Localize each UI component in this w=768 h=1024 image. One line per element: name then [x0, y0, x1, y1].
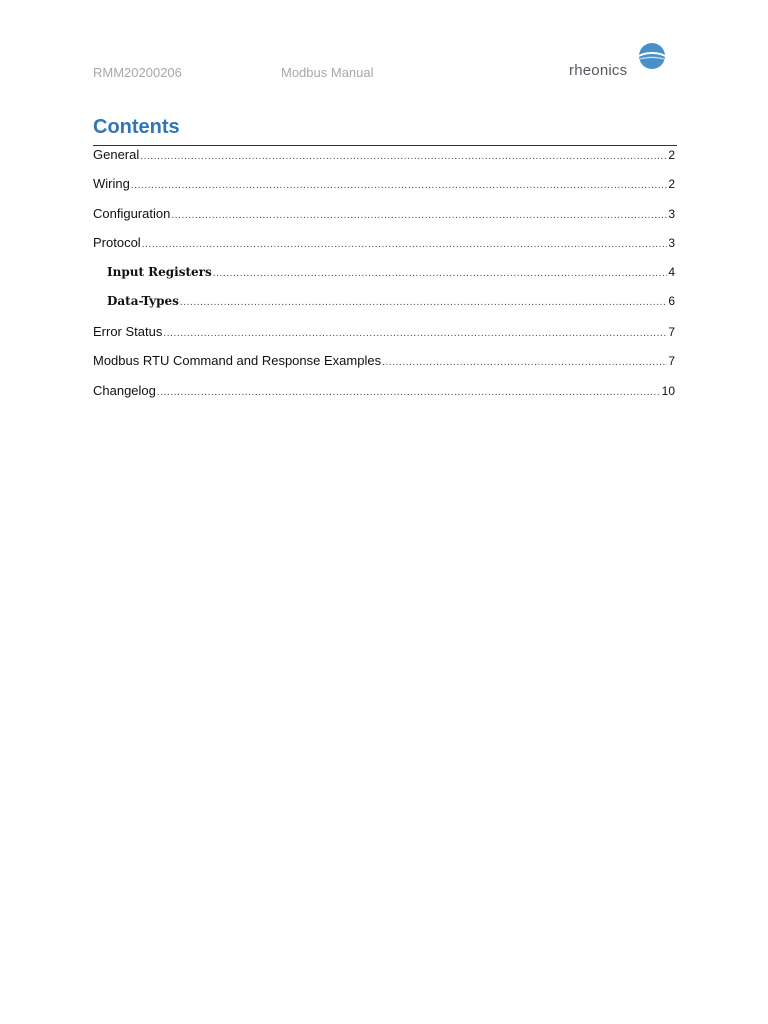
toc-entry-label: Data-Types [107, 294, 179, 308]
toc-leader [142, 234, 668, 254]
toc-entry-page: 10 [661, 384, 675, 398]
toc-entry-label: General [93, 147, 140, 162]
toc-leader [140, 146, 667, 166]
toc-leader [171, 205, 667, 225]
toc-entry-page: 4 [668, 265, 675, 279]
toc-entry-label: Protocol [93, 235, 141, 250]
toc-entry-data-types[interactable] [107, 292, 675, 310]
toc-entry-page: 6 [668, 294, 675, 308]
document-id: RMM20200206 [93, 65, 182, 80]
toc-entry-changelog[interactable] [93, 382, 675, 400]
toc-entry-protocol[interactable] [93, 234, 675, 252]
logo-text: rheonics [569, 62, 628, 79]
toc-entry-input-registers[interactable] [107, 263, 675, 281]
toc-entry-page: 7 [668, 325, 675, 339]
toc-entry-page: 2 [668, 148, 675, 162]
toc-entry-label: Changelog [93, 383, 156, 398]
rheonics-logo-icon [638, 42, 666, 70]
company-logo [568, 42, 668, 82]
document-title: Modbus Manual [281, 65, 374, 80]
toc-leader [157, 382, 661, 402]
toc-entry-modbus-rtu-examples[interactable] [93, 352, 675, 370]
toc-entry-error-status[interactable] [93, 323, 675, 341]
toc-leader [163, 323, 667, 343]
toc-entry-label: Configuration [93, 206, 171, 221]
toc-leader [382, 352, 667, 372]
toc-leader [213, 263, 668, 283]
toc-entry-page: 3 [668, 207, 675, 221]
toc-entry-page: 3 [668, 236, 675, 250]
toc-leader [180, 292, 667, 312]
toc-leader [131, 175, 667, 195]
toc-entry-label: Wiring [93, 176, 130, 191]
toc-entry-label: Input Registers [107, 265, 212, 279]
toc-entry-label: Modbus RTU Command and Response Examples [93, 353, 382, 368]
toc-entry-page: 7 [668, 354, 675, 368]
toc-entry-wiring[interactable] [93, 175, 675, 193]
toc-entry-general[interactable] [93, 146, 675, 164]
toc-entry-page: 2 [668, 177, 675, 191]
toc-entry-configuration[interactable] [93, 205, 675, 223]
toc-entry-label: Error Status [93, 324, 163, 339]
toc-title: Contents [93, 116, 180, 138]
